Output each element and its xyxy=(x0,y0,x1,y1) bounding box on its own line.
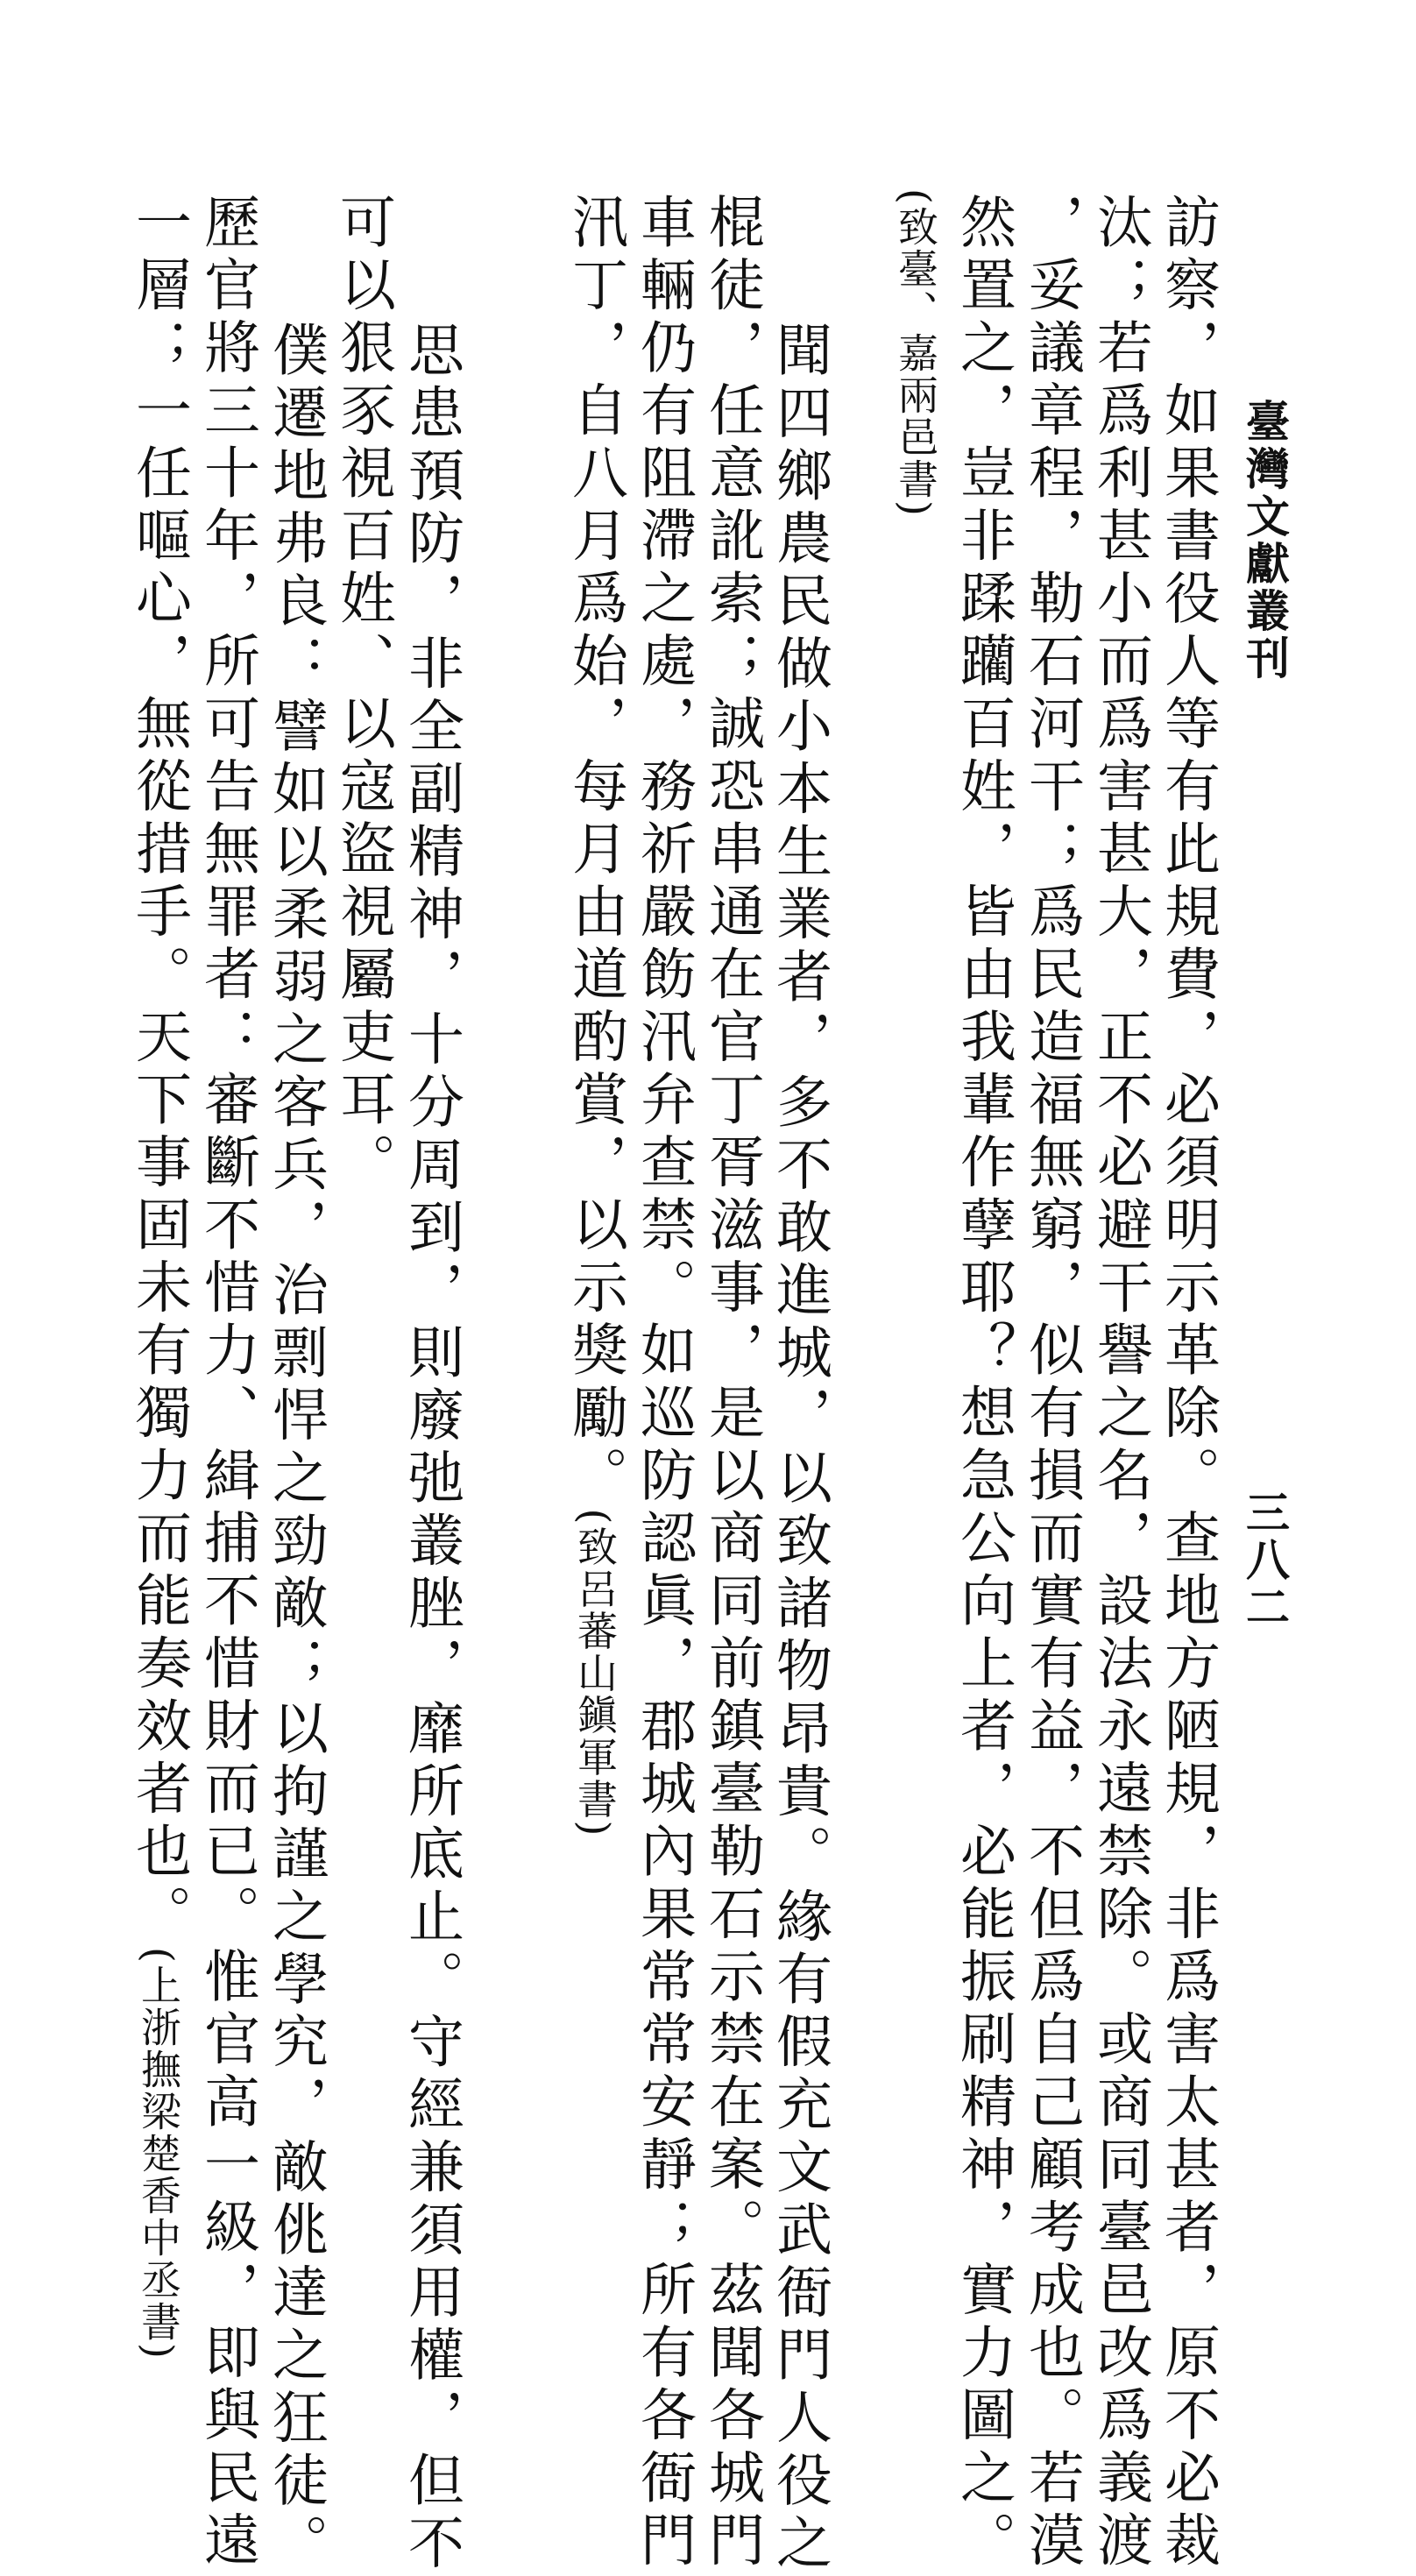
source-note: (致呂蕃山鎭軍書) xyxy=(571,1508,619,1838)
column-text: 棍徒，任意訛索；誠恐串通在官丁胥滋事，是以商同前鎮臺勒石示禁在案。茲聞各城門 xyxy=(699,193,764,2573)
text-column xyxy=(951,193,1016,2573)
text-column xyxy=(563,193,627,1838)
column-text: 然置之，豈非蹂躪百姓，皆由我輩作孽耶？想急公向上者，必能振刷精神，實力圖之。 xyxy=(951,193,1016,2573)
source-note xyxy=(892,188,939,518)
column-text: 訪察，如果書役人等有此規費，必須明示革除。查地方陋規，非爲害太甚者，原不必裁 xyxy=(1155,193,1220,2573)
text-column xyxy=(330,193,395,1195)
column-text: ，妥議章程，勒石河干；爲民造福無窮，似有損而實有益，不但爲自己顧考成也。若漠 xyxy=(1019,193,1084,2573)
book-title: 臺灣文獻叢刊 xyxy=(1239,399,1291,683)
text-column xyxy=(263,193,328,2576)
source-note: (上浙撫梁楚香中丞書) xyxy=(135,1947,182,2360)
text-column xyxy=(195,193,259,2573)
column-text: 一層；一任嘔心，無從措手。天下事固未有獨力而能奏效者也。 xyxy=(126,193,191,1947)
column-text: 思患預防，非全副精神，十分周到，則廢弛叢脞，靡所底止。守經兼須用權，但不 xyxy=(399,321,464,2576)
page-number: 三八二 xyxy=(1239,1490,1291,1631)
text-column xyxy=(126,193,191,2360)
text-column xyxy=(699,193,764,2573)
source-note-text: (致臺、嘉兩邑書) xyxy=(892,188,939,518)
text-column xyxy=(399,193,464,2576)
column-text: 可以狠豕視百姓、以寇盜視屬吏耳。 xyxy=(330,193,395,1195)
column-text: 聞四鄉農民做小本生業者，多不敢進城，以致諸物昂貴。緣有假充文武衙門人役之 xyxy=(767,321,832,2576)
text-column xyxy=(1019,193,1084,2573)
text-column xyxy=(631,193,696,2573)
text-column xyxy=(1087,193,1152,2573)
text-column xyxy=(767,193,832,2576)
text-column xyxy=(1155,193,1220,2573)
column-text: 車輛仍有阻滯之處，務祈嚴飭汛弁查禁。如巡防認眞，郡城內果常常安靜；所有各衙門 xyxy=(631,193,696,2573)
column-text: 汛丁，自八月爲始，每月由道酌賞，以示獎勵。 xyxy=(563,193,627,1509)
column-text: 僕遷地弗良：譬如以柔弱之客兵，治剽悍之勁敵；以拘謹之學究，敵佻達之狂徒。 xyxy=(263,321,328,2576)
column-text: 汰；若爲利甚小而爲害甚大，正不必避干譽之名，設法永遠禁除。或商同臺邑改爲義渡 xyxy=(1087,193,1152,2573)
column-text: 歷官將三十年，所可告無罪者：審斷不惜力、緝捕不惜財而已。惟官高一級，即與民遠 xyxy=(195,193,259,2573)
